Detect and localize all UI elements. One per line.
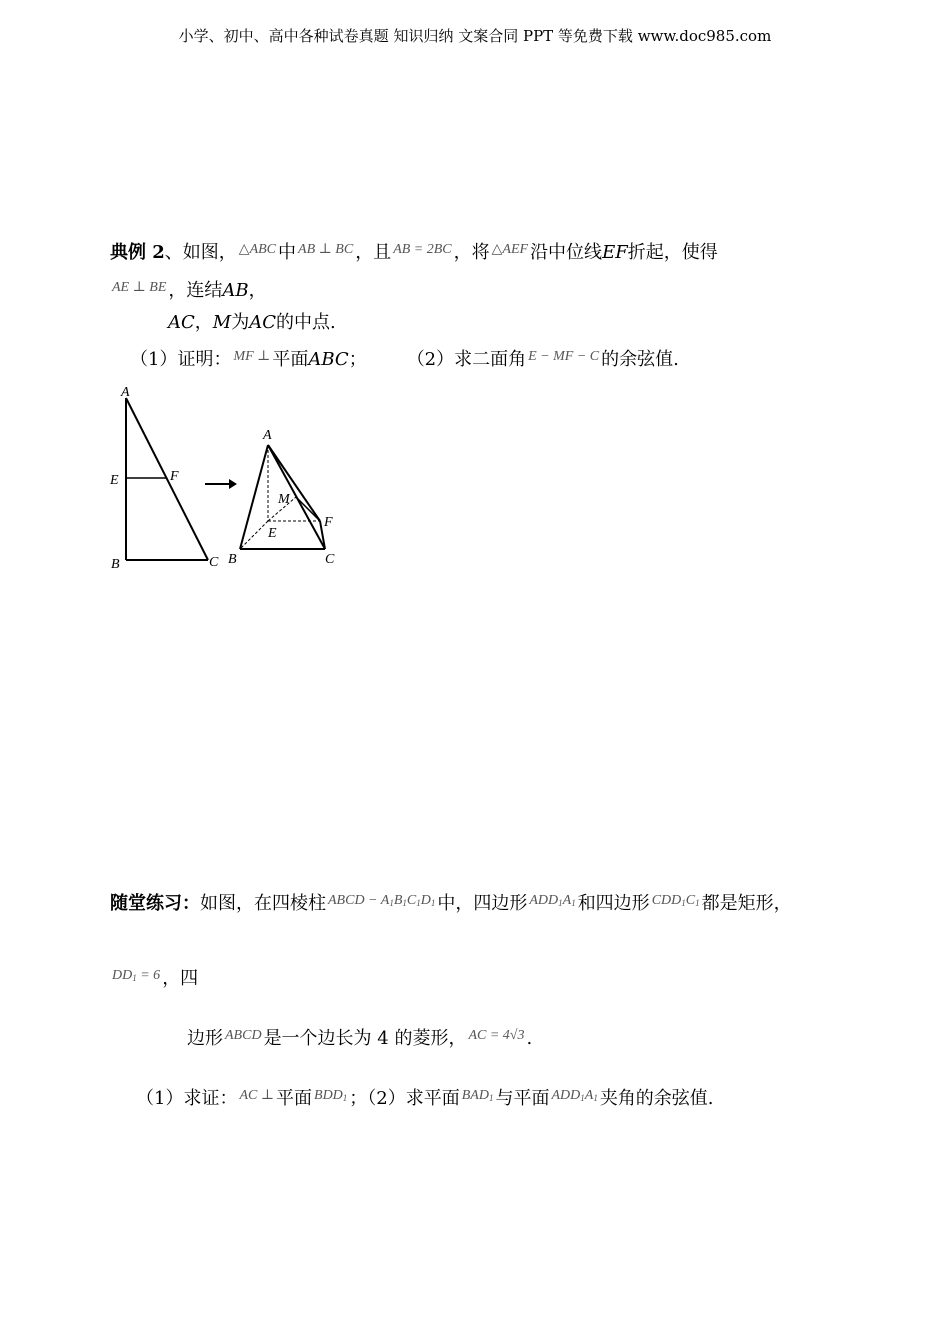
- label-m: M: [278, 492, 290, 507]
- math-ab-perp-bc: AB ⊥ BC: [298, 242, 354, 257]
- text: ，将: [453, 242, 490, 263]
- segment-ab: [240, 445, 268, 549]
- text: 如图，在四棱柱: [200, 893, 326, 914]
- text: ，: [194, 312, 213, 333]
- example2-label: 典例 2: [110, 242, 165, 263]
- example2-line1: [110, 238, 718, 265]
- text: 中: [278, 242, 297, 263]
- math-dd1-eq-6: DD1 = 6: [112, 968, 161, 983]
- text: 的余弦值.: [601, 349, 679, 370]
- math-cdd1c1: CDD1C1: [651, 893, 700, 908]
- label-b: B: [228, 552, 237, 567]
- label-c: C: [325, 552, 335, 567]
- practice-line1: [110, 889, 792, 916]
- text: 为: [231, 312, 250, 333]
- text-abc: ABC: [308, 349, 349, 370]
- math-add1a1: ADD1A1: [551, 1088, 598, 1103]
- text: ，且: [355, 242, 392, 263]
- practice-questions: [136, 1084, 714, 1111]
- math-bad1: BAD1: [461, 1088, 494, 1103]
- text: 是一个边长为 4 的菱形，: [263, 1028, 467, 1049]
- example2-line3: [168, 311, 336, 335]
- label-a: A: [263, 428, 272, 443]
- text: ，: [248, 280, 267, 301]
- text: ；（2）求平面: [349, 1088, 460, 1109]
- label-e: E: [268, 526, 277, 541]
- text-ac: AC: [168, 312, 195, 333]
- math-mf-perp: MF ⊥: [233, 349, 271, 364]
- math-prism: ABCD − A1B1C1D1: [328, 893, 436, 908]
- text: ，连结: [168, 280, 223, 301]
- math-add1a1: ADD1A1: [529, 893, 576, 908]
- text-ef: EF: [602, 242, 628, 263]
- label-f: F: [170, 469, 179, 484]
- page-header: 小学、初中、高中各种试卷真题 知识归纳 文案合同 PPT 等免费下载 www.doc985.com: [178, 27, 772, 45]
- figure-pyramid-folded: [228, 425, 348, 575]
- label-b: B: [111, 557, 120, 572]
- text: 平面: [272, 349, 309, 370]
- text: 折起，使得: [627, 242, 718, 263]
- text: ；: [348, 349, 367, 370]
- label-e: E: [110, 473, 119, 488]
- question-2-label: （2）求二面角: [406, 349, 527, 370]
- segment-ac: [126, 398, 208, 560]
- question-1-label: （1）求证：: [136, 1088, 238, 1109]
- label-c: C: [209, 555, 219, 570]
- text: 边形: [187, 1028, 223, 1049]
- segment-af: [268, 445, 320, 521]
- text: 的中点.: [276, 312, 336, 333]
- math-abcd: ABCD: [225, 1028, 262, 1043]
- text: ，四: [162, 968, 199, 989]
- text: 中，四边形: [437, 893, 528, 914]
- text: 和四边形: [577, 893, 650, 914]
- math-triangle-aef: △AEF: [491, 242, 529, 257]
- example2-questions: [130, 345, 679, 372]
- text: 与平面: [495, 1088, 550, 1109]
- text: 平面: [276, 1088, 313, 1109]
- text-ac: AC: [249, 312, 276, 333]
- text: 夹角的余弦值.: [599, 1088, 714, 1109]
- text: 沿中位线: [530, 242, 603, 263]
- question-1-label: （1）证明：: [130, 349, 232, 370]
- math-ac-perp: AC ⊥: [239, 1088, 275, 1103]
- practice-label: 随堂练习：: [110, 893, 200, 914]
- math-bdd1: BDD1: [314, 1088, 348, 1103]
- math-ab-eq-2bc: AB = 2BC: [393, 242, 452, 257]
- math-triangle-abc: △ABC: [238, 242, 277, 257]
- practice-line3: [187, 1024, 532, 1051]
- text: 都是矩形，: [701, 893, 792, 914]
- text-ab: AB: [222, 280, 249, 301]
- example2-line2: [110, 276, 267, 303]
- math-ac-eq: AC = 4√3: [468, 1028, 525, 1043]
- text: .: [526, 1028, 533, 1049]
- math-dihedral-angle: E − MF − C: [528, 349, 600, 364]
- label-a: A: [121, 385, 130, 400]
- practice-line2: [110, 964, 198, 991]
- text: 、如图，: [164, 242, 237, 263]
- text-m: M: [212, 312, 232, 333]
- math-ae-perp-be: AE ⊥ BE: [112, 280, 167, 295]
- label-f: F: [324, 515, 333, 530]
